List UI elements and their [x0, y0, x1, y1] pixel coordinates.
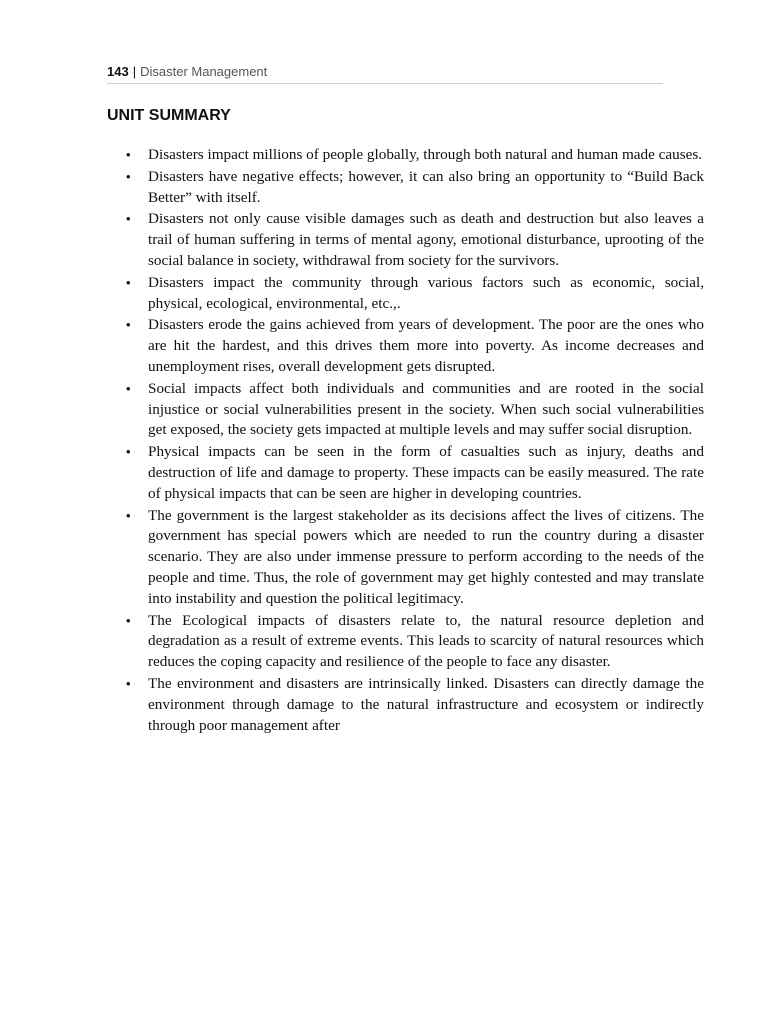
- section-title: UNIT SUMMARY: [107, 107, 231, 124]
- summary-bullet: • Social impacts affect both individuals and communities and are rooted in the social injustice or social vulnerabilities present in the society. When such social vulnerabilities get exposed, the society gets impacted at multiple levels and may suffer social disruption.: [148, 379, 704, 441]
- summary-bullet: • The environment and disasters are intrinsically linked. Disasters can directly damage the environment through damage to the natural infrastructure and ecosystem or indirectly through poor management after: [148, 674, 704, 736]
- summary-bullet: • Disasters have negative effects; however, it can also bring an opportunity to “Build Back Better” with itself.: [148, 167, 704, 209]
- running-header: [107, 64, 663, 84]
- summary-bullet: • Disasters impact millions of people globally, through both natural and human made causes.: [148, 145, 704, 166]
- page-number: 143: [107, 64, 129, 79]
- summary-bullet: • The government is the largest stakeholder as its decisions affect the lives of citizens. The government has special powers which are needed to run the country during a disaster scenario. They are also under immense pressure to perform according to the needs of the people and time. Thus, the role of government may get highly contested and may translate into instability and question the political legitimacy.: [148, 506, 704, 610]
- book-title: Disaster Management: [140, 64, 268, 79]
- summary-bullet: • The Ecological impacts of disasters relate to, the natural resource depletion and degradation as a result of extreme events. This leads to scarcity of natural resources which reduces the coping capacity and resilience of the people to face any disaster.: [148, 611, 704, 673]
- summary-bullet: • Disasters erode the gains achieved from years of development. The poor are the ones who are hit the hardest, and this drives them more into poverty. As income decreases and unemployment rises, overall development gets disrupted.: [148, 315, 704, 377]
- summary-bullet: • Physical impacts can be seen in the form of casualties such as injury, deaths and destruction of life and damage to property. These impacts can be easily measured. The rate of physical impacts that can be seen are higher in developing countries.: [148, 442, 704, 504]
- header-separator: |: [132, 64, 137, 79]
- summary-bullet: • Disasters not only cause visible damages such as death and destruction but also leaves a trail of human suffering in terms of mental agony, emotional disturbance, uprooting of the social balance in society, withdrawal from society for the survivors.: [148, 209, 704, 271]
- summary-list: [107, 145, 704, 737]
- summary-bullet: • Disasters impact the community through various factors such as economic, social, physical, ecological, environmental, etc.,.: [148, 273, 704, 315]
